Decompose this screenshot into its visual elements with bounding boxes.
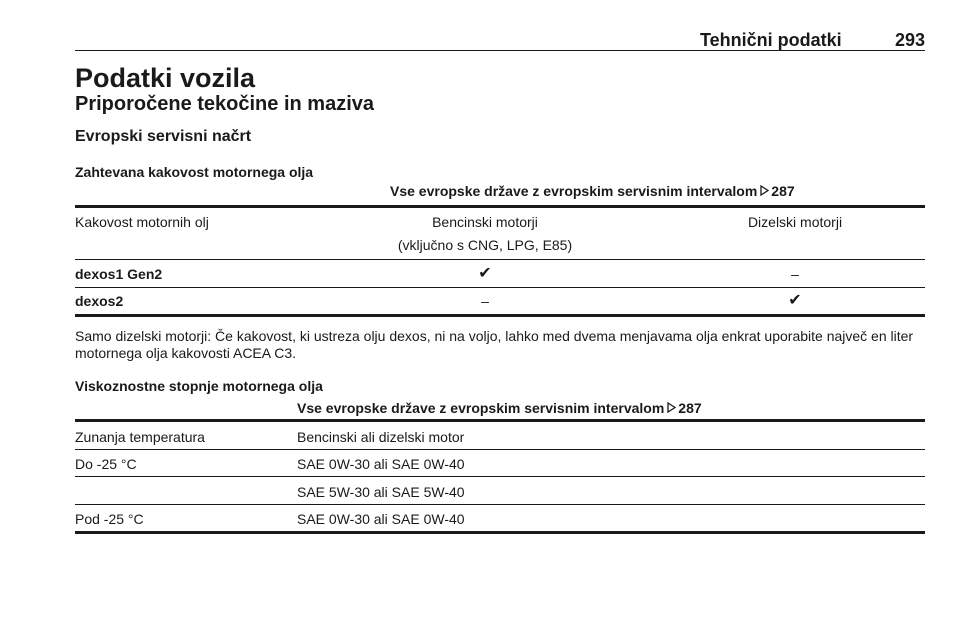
table1-col-header-diesel: Dizelski motorji: [747, 214, 843, 230]
table2-row-oil: SAE 0W-30 ali SAE 0W-40: [297, 456, 465, 472]
table1-span-header-ref: 287: [771, 183, 795, 199]
table2-bottom-rule: [75, 531, 925, 534]
table1-span-header-text: Vse evropske države z evropskim servisnim intervalom: [390, 183, 758, 199]
table2-span-header: [297, 399, 702, 418]
triangle-right-icon: [760, 183, 769, 201]
table1-top-rule: [75, 205, 925, 208]
table2-col-header-oil: Bencinski ali dizelski motor: [297, 429, 465, 445]
table1-row-label: dexos2: [75, 293, 124, 309]
table2-row-oil: SAE 5W-30 ali SAE 5W-40: [297, 484, 465, 500]
table2-span-header-text: Vse evropske države z evropskim servisnim intervalom: [297, 400, 665, 416]
running-header-title: Tehnični podatki: [700, 30, 842, 50]
diesel-note-paragraph: Samo dizelski motorji: Če kakovost, ki ustreza olju dexos, ni na voljo, lahko med dvema menjavama olja enkrat uporabite največ en liter motornega olja kakovosti ACEA C3.: [75, 328, 914, 361]
table1-span-header: [390, 182, 795, 201]
header-rule: [75, 50, 925, 51]
table1-header-rule: [75, 259, 925, 260]
table2-row-oil: SAE 0W-30 ali SAE 0W-40: [297, 511, 465, 527]
table2-span-header-ref: 287: [678, 400, 702, 416]
section-title: Podatki vozila: [75, 63, 256, 93]
table1-col-header-petrol: Bencinski motorji: [432, 214, 538, 230]
table2-caption: Viskoznostne stopnje motornega olja: [75, 378, 323, 394]
table1-col-header-petrol-subtext: (vključno s CNG, LPG, E85): [397, 237, 573, 253]
table2-col-header-temp: Zunanja temperatura: [75, 429, 205, 445]
subsection-title: Priporočene tekočine in maziva: [75, 93, 374, 115]
dash-value: –: [791, 266, 799, 282]
table2-top-rule: [75, 419, 925, 422]
table2-row-rule: [75, 476, 925, 477]
check-icon: ✔: [478, 265, 492, 282]
table2-row-temp: Do -25 °C: [75, 456, 137, 472]
triangle-right-icon: [667, 400, 676, 418]
table1-col-header-quality: Kakovost motornih olj: [75, 214, 209, 230]
check-icon: ✔: [788, 292, 802, 309]
table2-row-rule: [75, 504, 925, 505]
table1-row-label: dexos1 Gen2: [75, 266, 163, 282]
table1-caption: Zahtevana kakovost motornega olja: [75, 164, 314, 180]
heading-level-3: Evropski servisni načrt: [75, 128, 252, 145]
table1-row-rule: [75, 287, 925, 288]
page-number: 293: [894, 30, 925, 50]
table2-row-temp: Pod -25 °C: [75, 511, 144, 527]
dash-value: –: [481, 293, 489, 309]
table2-header-rule: [75, 449, 925, 450]
table1-bottom-rule: [75, 314, 925, 317]
